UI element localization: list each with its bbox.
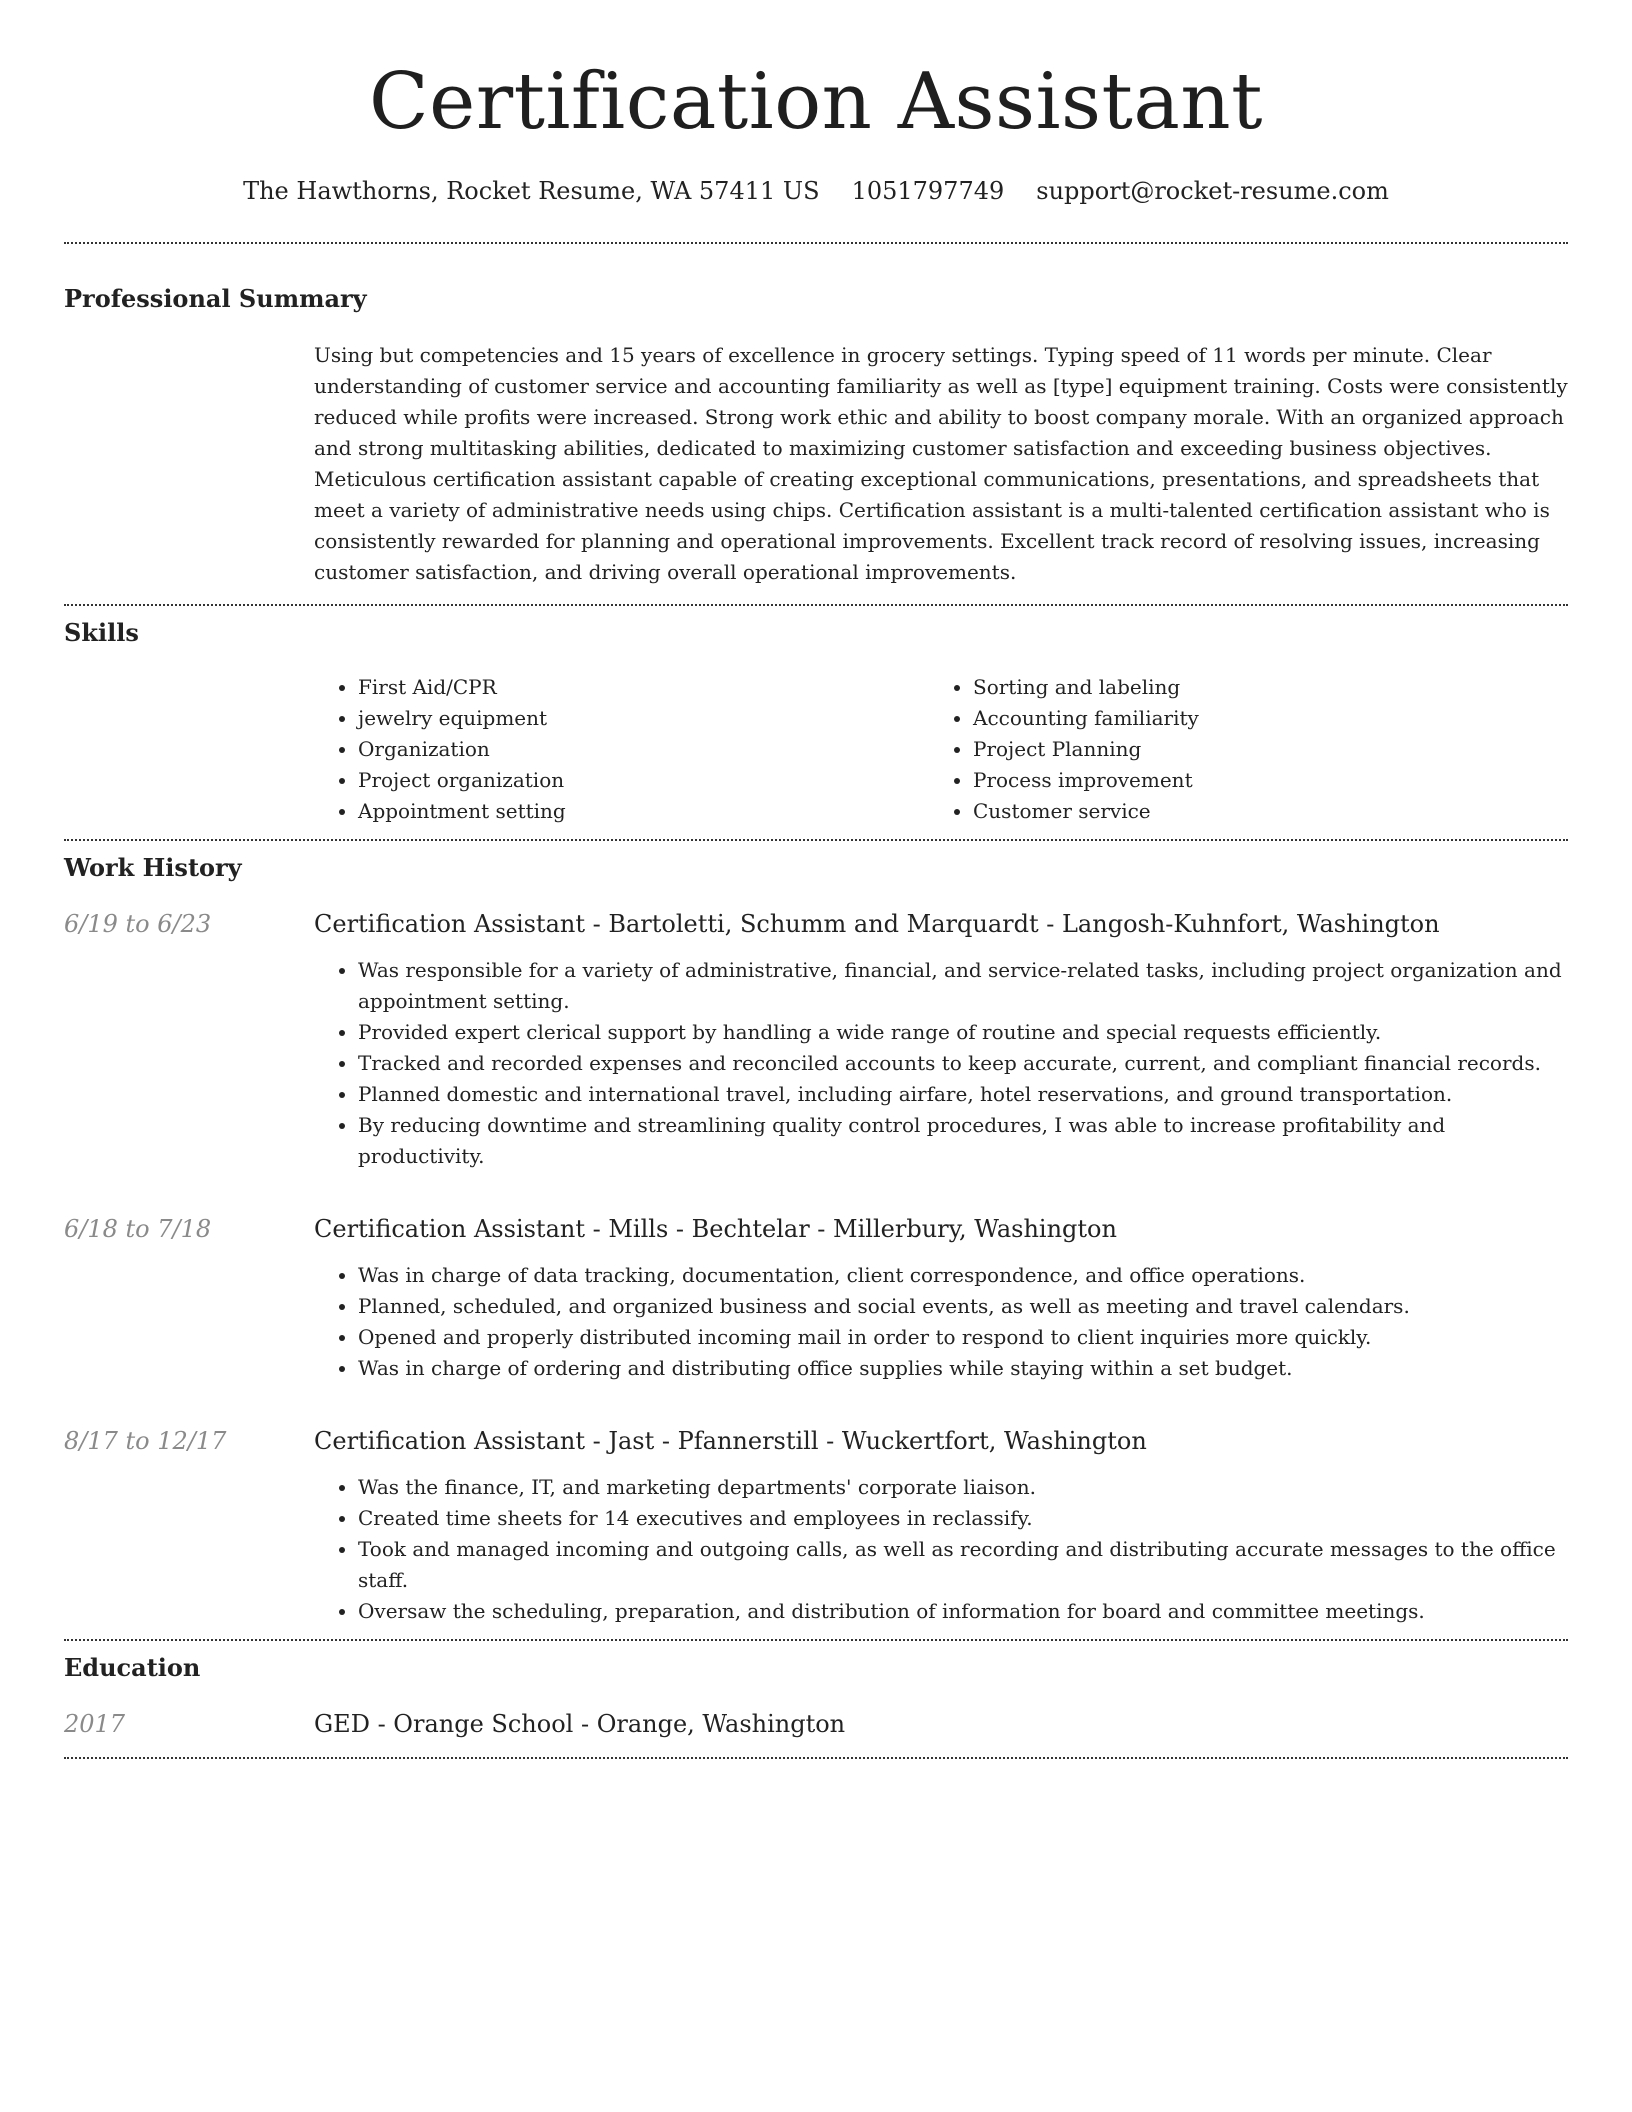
- summary-text: Using but competencies and 15 years of excellence in grocery settings. Typing speed of 11 words per minute. Clear understanding of customer service and accounting familiarity as well as [type] equipment training. Costs were consistently reduced while profits were increased. Strong work ethic and ability to boost company morale. With an organized approach and strong multitasking abilities, dedicated to maximizing customer satisfaction and exceeding business objectives. Meticulous certification assistant capable of creating exceptional communications, presentations, and spreadsheets that meet a variety of administrative needs using chips. Certification assistant is a multi-talented certification assistant who is consistently rewarded for planning and operational improvements. Excellent track record of resolving issues, increasing customer satisfaction, and driving overall operational improvements.: [314, 343, 1568, 584]
- job-bullets: [314, 955, 1568, 1172]
- contact-line: [64, 174, 1568, 208]
- job-bullets: [314, 1260, 1568, 1384]
- job-bullet: • Provided expert clerical support by handling a wide range of routine and special requests efficiently.: [358, 1017, 1568, 1048]
- job-bullet: • Was responsible for a variety of administrative, financial, and service-related tasks, including project organization and appointment setting.: [358, 955, 1568, 1017]
- resume-header: [64, 0, 1568, 208]
- job-bullet: • By reducing downtime and streamlining quality control procedures, I was able to increase profitability and productivity.: [358, 1110, 1568, 1172]
- job-dates: 6/19 to 6/23: [64, 910, 212, 938]
- job-bullet: • Oversaw the scheduling, preparation, and distribution of information for board and committee meetings.: [358, 1596, 1568, 1627]
- job-title: Certification Assistant - Mills - Bechtelar - Millerbury, Washington: [314, 1215, 1117, 1243]
- work-heading: Work History: [64, 853, 242, 882]
- education-year: 2017: [64, 1710, 126, 1738]
- job-entry: [64, 1424, 1568, 1627]
- education-divider: [64, 1757, 1568, 1759]
- skill-item: • Organization: [358, 734, 929, 765]
- job-title: Certification Assistant - Bartoletti, Schumm and Marquardt - Langosh-Kuhnfort, Washington: [314, 910, 1440, 938]
- summary-heading: Professional Summary: [64, 284, 367, 313]
- education-heading: Education: [64, 1653, 201, 1682]
- candidate-name: Certification Assistant: [369, 57, 1263, 147]
- skill-item: • Project Planning: [973, 734, 1544, 765]
- skill-item: • Appointment setting: [358, 796, 929, 827]
- job-bullet: • Was in charge of ordering and distributing office supplies while staying within a set budget.: [358, 1353, 1568, 1384]
- skill-item: • Process improvement: [973, 765, 1544, 796]
- skill-item: • First Aid/CPR: [358, 672, 929, 703]
- job-bullet: • Planned, scheduled, and organized business and social events, as well as meeting and travel calendars.: [358, 1291, 1568, 1322]
- job-bullet: • Created time sheets for 14 executives and employees in reclassify.: [358, 1503, 1568, 1534]
- skills-heading: Skills: [64, 618, 139, 647]
- job-title: Certification Assistant - Jast - Pfannerstill - Wuckertfort, Washington: [314, 1427, 1147, 1455]
- contact-phone: 1051797749: [851, 177, 1005, 205]
- skill-item: • Customer service: [973, 796, 1544, 827]
- job-bullet: • Tracked and recorded expenses and reconciled accounts to keep accurate, current, and compliant financial records.: [358, 1048, 1568, 1079]
- education-degree: GED - Orange School - Orange, Washington: [314, 1710, 846, 1738]
- job-bullet: • Took and managed incoming and outgoing calls, as well as recording and distributing accurate messages to the office staff.: [358, 1534, 1568, 1596]
- contact-address: The Hawthorns, Rocket Resume, WA 57411 US: [243, 177, 820, 205]
- job-bullet: • Opened and properly distributed incoming mail in order to respond to client inquiries more quickly.: [358, 1322, 1568, 1353]
- job-bullet: • Was the finance, IT, and marketing departments' corporate liaison.: [358, 1472, 1568, 1503]
- job-dates: 8/17 to 12/17: [64, 1427, 227, 1455]
- skills-column-right: [929, 672, 1544, 827]
- skill-item: • jewelry equipment: [358, 703, 929, 734]
- skill-item: • Project organization: [358, 765, 929, 796]
- work-section: [64, 841, 1568, 1639]
- summary-section: [64, 244, 1568, 588]
- job-dates: 6/18 to 7/18: [64, 1215, 212, 1243]
- skills-column-left: [314, 672, 929, 827]
- education-section: [64, 1641, 1568, 1741]
- education-entry: [64, 1707, 1568, 1741]
- job-bullet: • Planned domestic and international travel, including airfare, hotel reservations, and ground transportation.: [358, 1079, 1568, 1110]
- job-bullets: [314, 1472, 1568, 1627]
- contact-email: support@rocket-resume.com: [1036, 177, 1389, 205]
- skill-item: • Sorting and labeling: [973, 672, 1544, 703]
- job-entry: [64, 907, 1568, 1172]
- job-entry: [64, 1212, 1568, 1384]
- skills-grid: [314, 672, 1568, 827]
- skills-section: [64, 606, 1568, 827]
- skill-item: • Accounting familiarity: [973, 703, 1544, 734]
- job-bullet: • Was in charge of data tracking, documentation, client correspondence, and office operations.: [358, 1260, 1568, 1291]
